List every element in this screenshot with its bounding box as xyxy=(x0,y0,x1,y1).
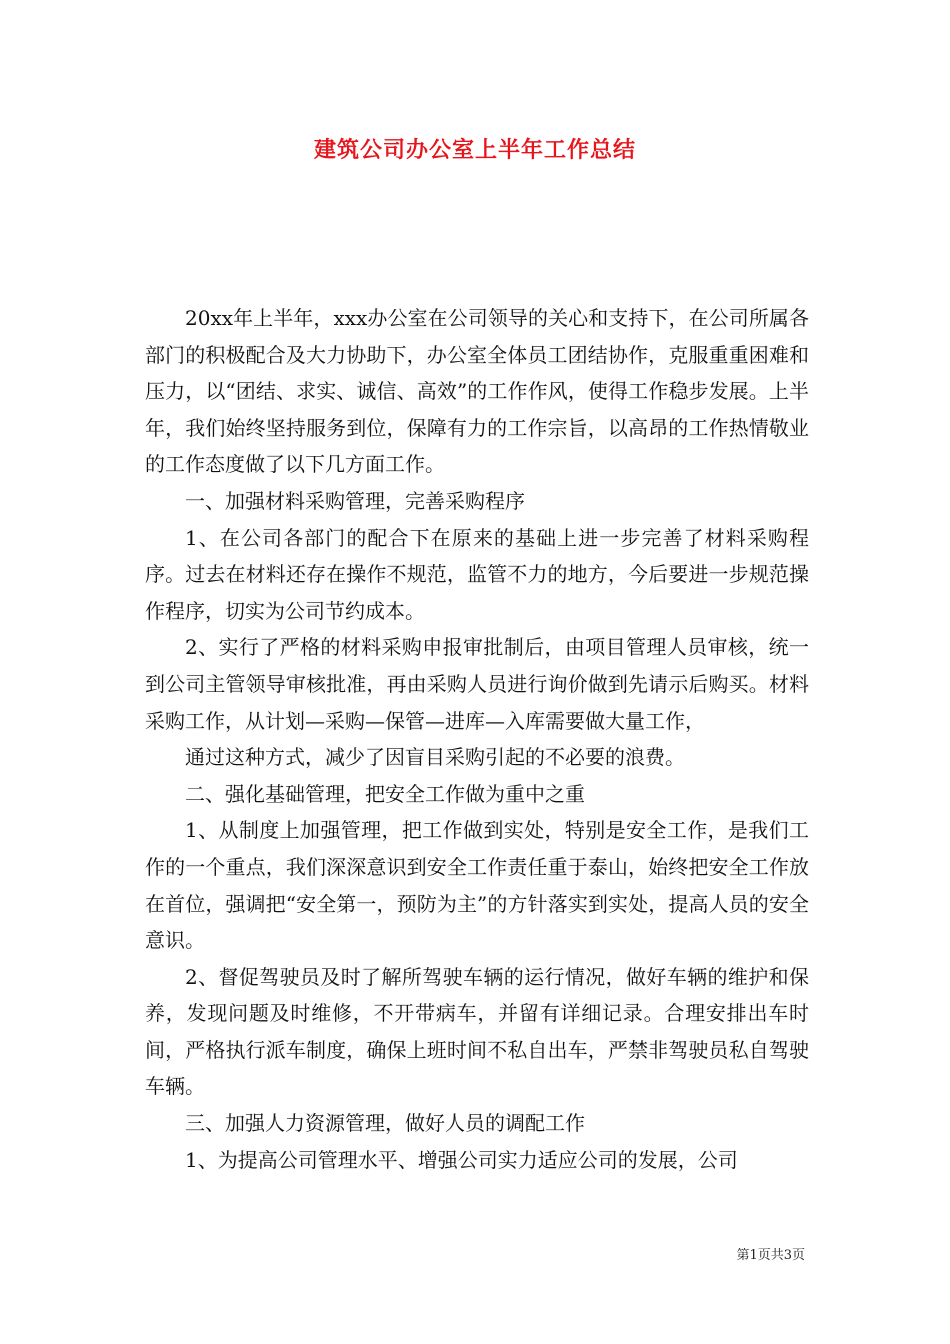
section-heading-1: 一、加强材料采购管理，完善采购程序 xyxy=(185,488,525,513)
section-heading-3: 三、加强人力资源管理，做好人员的调配工作 xyxy=(185,1111,585,1136)
section-heading-2: 二、强化基础管理，把安全工作做为重中之重 xyxy=(185,781,585,806)
paragraph-1-1: 1、在公司各部门的配合下在原来的基础上进一步完善了材料采购程序。过去在材料还存在操作不规范，监管不力的地方，今后要进一步规范操作程序，切实为公司节约成本。 xyxy=(145,525,809,623)
document-title: 建筑公司办公室上半年工作总结 xyxy=(313,137,636,163)
paragraph-2-1: 1、从制度上加强管理，把工作做到实处，特别是安全工作，是我们工作的一个重点，我们深深意识到安全工作责任重于泰山，始终把安全工作放在首位，强调把“安全第一，预防为主”的方针落实到实处，提高人员的安全意识。 xyxy=(145,818,809,953)
paragraph-1-2: 2、实行了严格的材料采购申报审批制后，由项目管理人员审核，统一到公司主管领导审核批准，再由采购人员进行询价做到先请示后购买。材料采购工作，从计划—采购—保管—进库—入库需要做大量工作， xyxy=(145,635,809,733)
page-number: 第1页共3页 xyxy=(736,1248,805,1263)
document-body xyxy=(145,300,809,1178)
paragraph-3-1: 1、为提高公司管理水平、增强公司实力适应公司的发展，公司 xyxy=(185,1147,738,1172)
paragraph-1-3: 通过这种方式，减少了因盲目采购引起的不必要的浪费。 xyxy=(185,745,685,770)
paragraph-2-2: 2、督促驾驶员及时了解所驾驶车辆的运行情况，做好车辆的维护和保养，发现问题及时维修，不开带病车，并留有详细记录。合理安排出车时间，严格执行派车制度，确保上班时间不私自出车，严禁非驾驶员私自驾驶车辆。 xyxy=(145,964,809,1099)
paragraph-intro: 20xx年上半年，xxx办公室在公司领导的关心和支持下，在公司所属各部门的积极配合及大力协助下，办公室全体员工团结协作，克服重重困难和压力，以“团结、求实、诚信、高效”的工作作风，使得工作稳步发展。上半年，我们始终坚持服务到位，保障有力的工作宗旨，以高昂的工作热情敬业的工作态度做了以下几方面工作。 xyxy=(145,306,809,477)
